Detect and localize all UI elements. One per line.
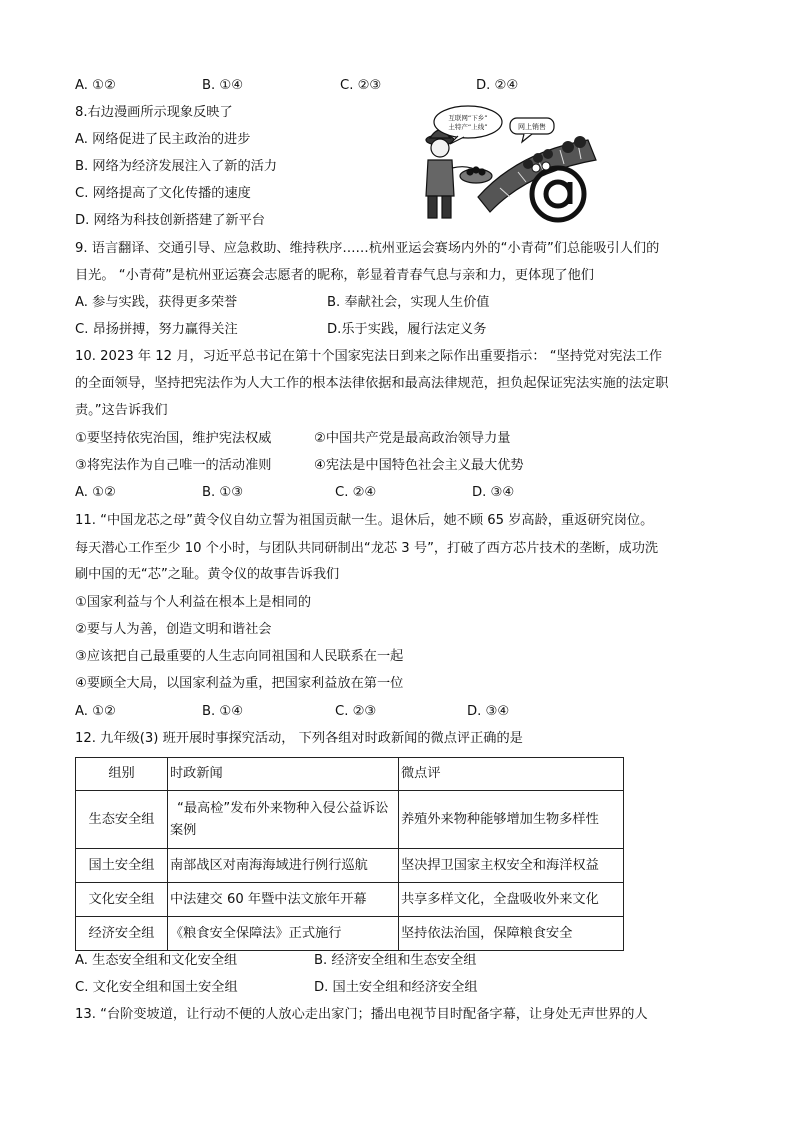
q7-option-c: C. ②③ bbox=[340, 78, 382, 93]
bubble1-line1: 互联网“下乡” bbox=[448, 114, 488, 122]
q11-item-3: ③应该把自己最重要的人生志向同祖国和人民联系在一起 bbox=[75, 649, 404, 664]
table-cell: 坚决捍卫国家主权安全和海洋权益 bbox=[399, 849, 624, 883]
q10-option-d: D. ③④ bbox=[472, 485, 515, 500]
q11-line-1: 11. “中国龙芯之母”黄令仪自幼立誓为祖国贡献一生。退休后，她不顾 65 岁高龄，重返研究岗位。 bbox=[75, 513, 654, 528]
table-header-row bbox=[76, 758, 624, 791]
table-cell: 生态安全组 bbox=[76, 791, 168, 849]
table-cell: 养殖外来物种能够增加生物多样性 bbox=[399, 791, 624, 849]
bubble2-text: 网上销售 bbox=[518, 123, 546, 131]
q9-line-2: 目光。 “小青荷”是杭州亚运赛会志愿者的昵称，彰显着青春气息与亲和力，更体现了他们 bbox=[75, 268, 594, 283]
q10-line-1: 10. 2023 年 12 月，习近平总书记在第十个国家宪法日到来之际作出重要指示： “坚持党对宪法工作 bbox=[75, 349, 663, 364]
cartoon-illustration bbox=[418, 102, 603, 226]
q12-option-a: A. 生态安全组和文化安全组 bbox=[75, 953, 238, 968]
table-row bbox=[76, 883, 624, 917]
q12-option-b: B. 经济安全组和生态安全组 bbox=[314, 953, 477, 968]
q12-option-c: C. 文化安全组和国土安全组 bbox=[75, 980, 238, 995]
q10-option-b: B. ①③ bbox=[202, 485, 244, 500]
q10-option-a: A. ①② bbox=[75, 485, 116, 500]
q11-option-c: C. ②③ bbox=[335, 704, 377, 719]
q11-line-2: 每天潜心工作至少 10 个小时，与团队共同研制出“龙芯 3 号”，打破了西方芯片技术的垄断，成功洗 bbox=[75, 541, 659, 556]
q11-item-2: ②要与人为善，创造文明和谐社会 bbox=[75, 622, 272, 637]
table-row bbox=[76, 849, 624, 883]
q7-option-d: D. ②④ bbox=[476, 78, 519, 93]
table-header-cell: 微点评 bbox=[399, 758, 624, 791]
q8-option-c: C. 网络提高了文化传播的速度 bbox=[75, 186, 251, 201]
bubble1-line2: 土特产“上线” bbox=[448, 123, 488, 131]
q8-option-d: D. 网络为科技创新搭建了新平台 bbox=[75, 213, 265, 228]
q9-option-c: C. 昂扬拼搏，努力赢得关注 bbox=[75, 322, 238, 337]
q8-option-b: B. 网络为经济发展注入了新的活力 bbox=[75, 159, 278, 174]
q9-line-1: 9. 语言翻译、交通引导、应急救助、维持秩序……杭州亚运会赛场内外的“小青荷”们总能吸引人们的 bbox=[75, 241, 660, 256]
table-cell: 文化安全组 bbox=[76, 883, 168, 917]
q9-option-d: D.乐于实践，履行法定义务 bbox=[327, 322, 487, 337]
table-cell: 《粮食安全保障法》正式施行 bbox=[168, 917, 399, 951]
table-cell: “最高检”发布外来物种入侵公益诉讼案例 bbox=[168, 791, 399, 849]
q11-option-d: D. ③④ bbox=[467, 704, 510, 719]
table-cell: 经济安全组 bbox=[76, 917, 168, 951]
q10-item-3: ③将宪法作为自己唯一的活动准则 bbox=[75, 458, 272, 473]
q10-item-2: ②中国共产党是最高政治领导力量 bbox=[314, 431, 511, 446]
table-row bbox=[76, 791, 624, 849]
q8-stem: 8.右边漫画所示现象反映了 bbox=[75, 105, 233, 120]
q11-option-b: B. ①④ bbox=[202, 704, 244, 719]
q9-option-a: A. 参与实践，获得更多荣誉 bbox=[75, 295, 238, 310]
q10-line-3: 责。”这告诉我们 bbox=[75, 403, 168, 418]
q12-option-d: D. 国土安全组和经济安全组 bbox=[314, 980, 478, 995]
q11-item-1: ①国家利益与个人利益在根本上是相同的 bbox=[75, 595, 312, 610]
table-cell: 国土安全组 bbox=[76, 849, 168, 883]
table-row bbox=[76, 917, 624, 951]
q11-item-4: ④要顾全大局，以国家利益为重，把国家利益放在第一位 bbox=[75, 676, 404, 691]
q8-option-a: A. 网络促进了民主政治的进步 bbox=[75, 132, 251, 147]
table-cell: 坚持依法治国，保障粮食安全 bbox=[399, 917, 624, 951]
table-cell: 中法建交 60 年暨中法文旅年开幕 bbox=[168, 883, 399, 917]
q10-option-c: C. ②④ bbox=[335, 485, 377, 500]
q13-line-1: 13. “台阶变坡道，让行动不便的人放心走出家门；播出电视节目时配备字幕，让身处无声世界的人 bbox=[75, 1007, 648, 1022]
table-header-cell: 组别 bbox=[76, 758, 168, 791]
q11-option-a: A. ①② bbox=[75, 704, 116, 719]
table-header-cell: 时政新闻 bbox=[168, 758, 399, 791]
q7-option-b: B. ①④ bbox=[202, 78, 244, 93]
q7-option-a: A. ①② bbox=[75, 78, 116, 93]
q10-item-1: ①要坚持依宪治国，维护宪法权威 bbox=[75, 431, 272, 446]
table-cell: 南部战区对南海海域进行例行巡航 bbox=[168, 849, 399, 883]
table-cell: 共享多样文化，全盘吸收外来文化 bbox=[399, 883, 624, 917]
q9-option-b: B. 奉献社会，实现人生价值 bbox=[327, 295, 490, 310]
q10-item-4: ④宪法是中国特色社会主义最大优势 bbox=[314, 458, 524, 473]
q12-stem: 12. 九年级(3) 班开展时事探究活动， 下列各组对时政新闻的微点评正确的是 bbox=[75, 731, 523, 746]
q10-line-2: 的全面领导，坚持把宪法作为人大工作的根本法律依据和最高法律规范，担负起保证宪法实施的法定职 bbox=[75, 376, 669, 391]
news-table bbox=[75, 757, 624, 951]
q11-line-3: 刷中国的无“芯”之耻。黄令仪的故事告诉我们 bbox=[75, 567, 340, 582]
